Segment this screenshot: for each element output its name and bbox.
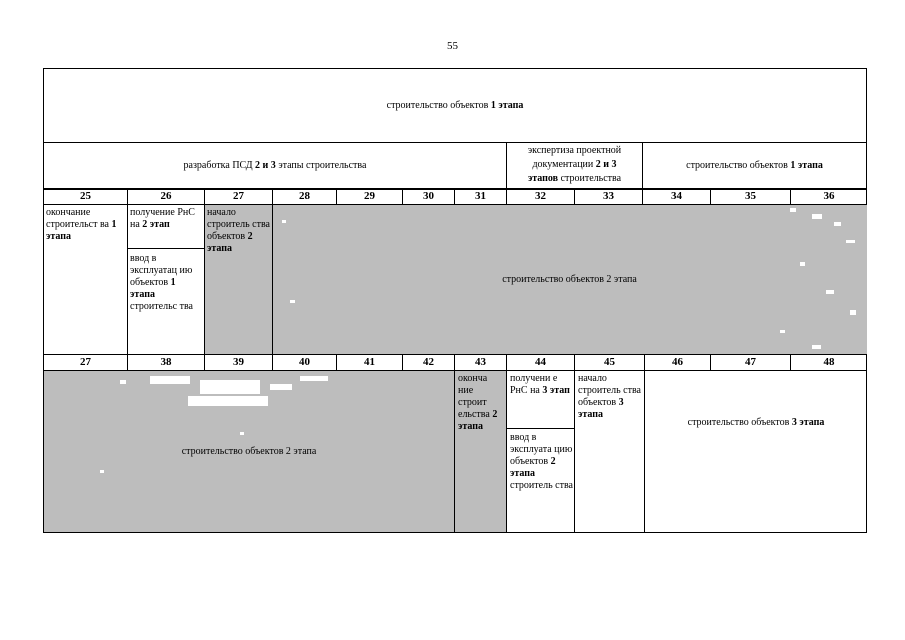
permit-stage3-cell: получени е РнС на 3 этап bbox=[510, 373, 570, 396]
col-num: 36 bbox=[823, 190, 835, 202]
col-num: 33 bbox=[603, 190, 614, 202]
col-num: 38 bbox=[160, 356, 172, 368]
col-num: 46 bbox=[672, 356, 683, 368]
col-num: 32 bbox=[535, 190, 546, 202]
permit-stage2-cell: получение РнС на 2 этап bbox=[130, 207, 195, 230]
col-num: 43 bbox=[475, 356, 486, 368]
commission-stage1-cell: ввод в эксплуатац ию объектов 1 этапа строительс тва bbox=[130, 253, 193, 312]
top-band bbox=[43, 68, 867, 143]
col-num: 45 bbox=[604, 356, 615, 368]
col-num: 31 bbox=[475, 190, 486, 202]
col-num: 27 bbox=[80, 356, 91, 368]
col-num: 40 bbox=[299, 356, 310, 368]
psd-development-cell: разработка ПСД 2 и 3 этапы строительства bbox=[183, 160, 367, 171]
page-number: 55 bbox=[447, 40, 458, 52]
col-num: 44 bbox=[535, 356, 546, 368]
expertise-cell: экспертиза проектной документации 2 и 3 этапов строительства bbox=[527, 145, 622, 184]
build-stage3-cell: строительство объектов 3 этапа bbox=[687, 417, 825, 428]
col-num: 30 bbox=[423, 190, 434, 202]
col-num: 41 bbox=[364, 356, 375, 368]
col-num: 28 bbox=[299, 190, 310, 202]
col-num: 29 bbox=[364, 190, 375, 202]
start-stage2-cell: начало строитель ства объектов 2 этапа bbox=[207, 207, 270, 254]
col-num: 34 bbox=[671, 190, 682, 202]
end-stage1-cell: окончание строительст ва 1 этапа bbox=[46, 207, 117, 242]
col-num: 27 bbox=[233, 190, 244, 202]
col-num: 42 bbox=[423, 356, 434, 368]
commission-stage2-cell: ввод в эксплуата цию объектов 2 этапа строитель ства bbox=[510, 432, 573, 491]
end-stage2-cell: оконча ние строит ельства 2 этапа bbox=[458, 373, 498, 432]
col-num: 35 bbox=[745, 190, 756, 202]
start-stage3-cell: начало строитель ства объектов 3 этапа bbox=[578, 373, 641, 420]
col-num: 39 bbox=[233, 356, 244, 368]
col-num: 26 bbox=[160, 190, 172, 202]
build-stage1-cell: строительство объектов 1 этапа bbox=[686, 160, 823, 171]
row1-build-stage2: строительство объектов 2 этапа bbox=[272, 205, 867, 355]
col-num: 25 bbox=[80, 190, 91, 202]
top-band-text: строительство объектов 1 этапа bbox=[386, 99, 524, 111]
col-num: 47 bbox=[745, 356, 756, 368]
row2-build-stage2: строительство объектов 2 этапа bbox=[44, 371, 454, 532]
col-num: 48 bbox=[823, 356, 835, 368]
